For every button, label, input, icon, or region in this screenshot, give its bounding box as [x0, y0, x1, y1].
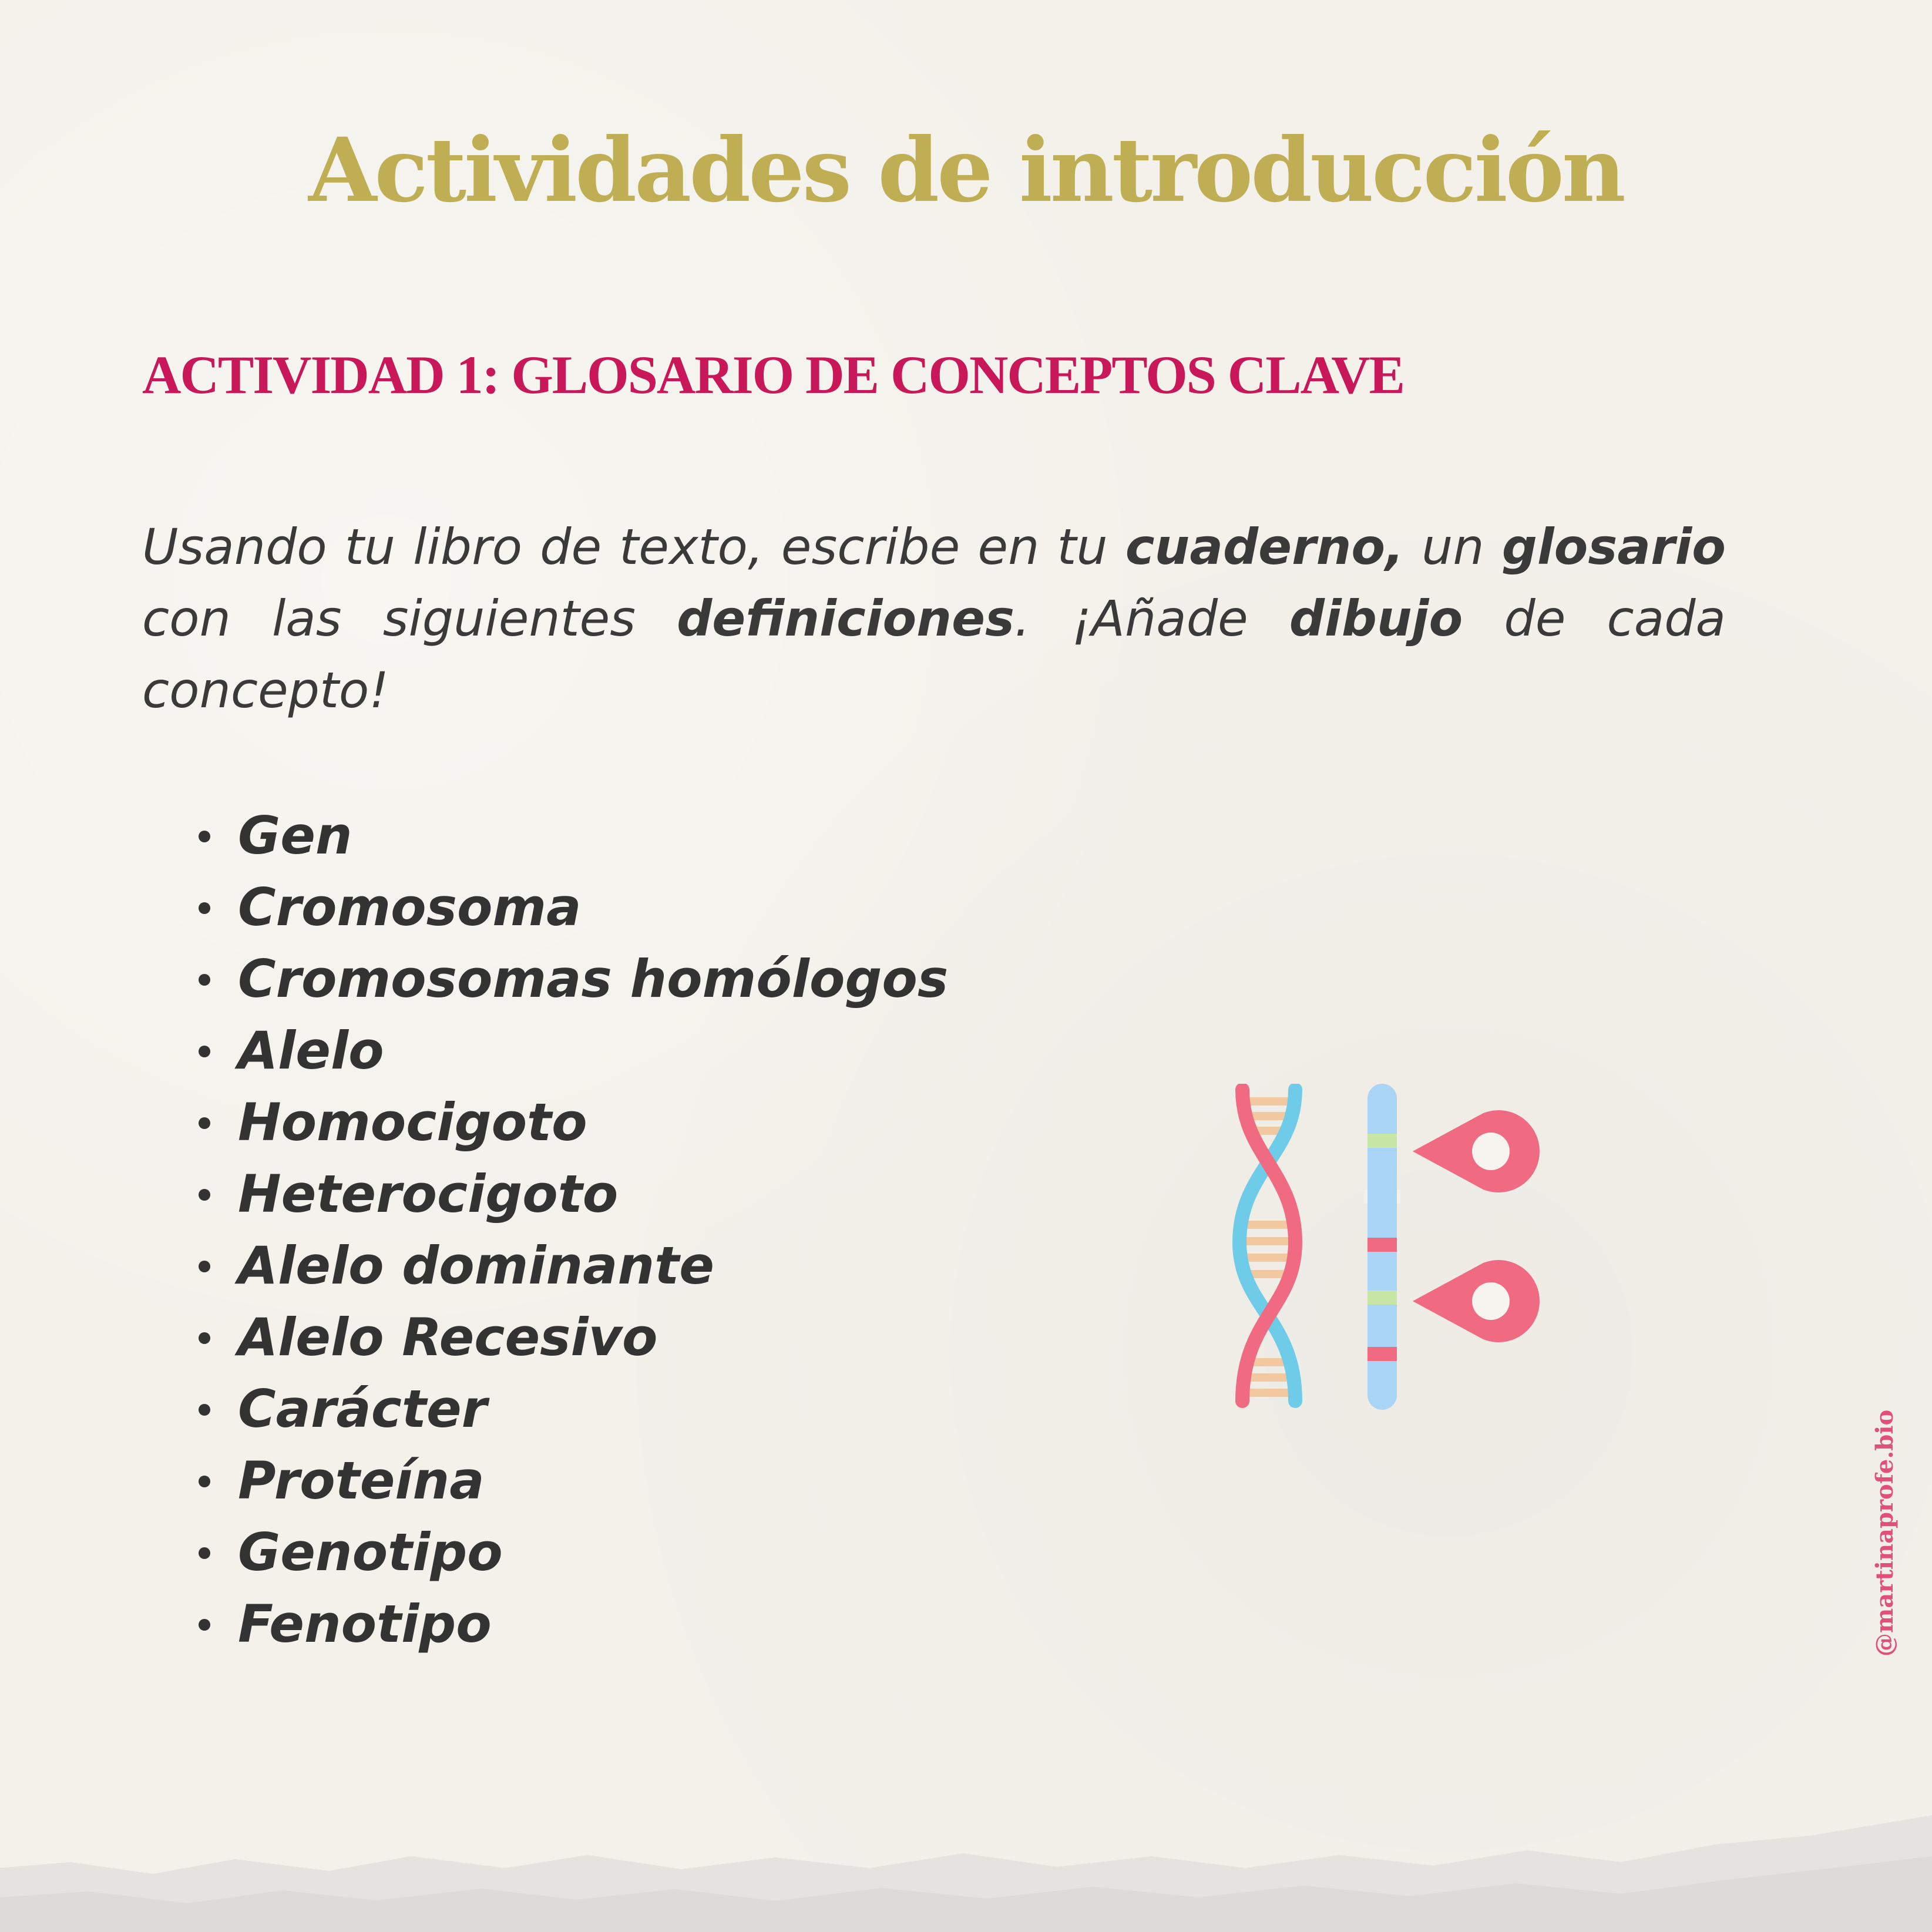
concept-label: Alelo Recesivo [238, 1307, 658, 1367]
instructions-text: con las siguientes [142, 590, 677, 647]
page-title: Actividades de introducción [308, 119, 1624, 222]
author-handle-text: @martinaprofe.bio [1871, 1409, 1899, 1657]
torn-paper-edge [0, 1780, 1932, 1932]
list-item [194, 1302, 948, 1373]
bullet-icon [199, 831, 210, 842]
dna-helix-icon [1239, 1090, 1295, 1401]
bullet-icon [199, 1261, 210, 1272]
bullet-icon [199, 1547, 210, 1559]
concept-label: Carácter [238, 1379, 488, 1439]
bullet-icon [199, 1117, 210, 1129]
bullet-icon [199, 1476, 210, 1487]
bullet-icon [199, 974, 210, 986]
instructions-text: de cada concepto! [142, 590, 1726, 719]
concept-label: Cromosoma [238, 877, 582, 938]
dna-chromosome-icon [1216, 1084, 1551, 1413]
instructions-text: un [1404, 518, 1502, 576]
instructions-emphasis: glosario [1501, 518, 1726, 576]
author-handle [1868, 1404, 1903, 1662]
list-item [194, 800, 948, 872]
chromosome-icon [1364, 1084, 1400, 1410]
concept-list [194, 800, 948, 1660]
bullet-icon [199, 1404, 210, 1416]
location-pin-icon [1413, 1110, 1540, 1192]
concept-label: Homocigoto [238, 1092, 587, 1153]
concept-label: Proteína [238, 1450, 485, 1511]
concept-label: Cromosomas homólogos [238, 949, 949, 1009]
bullet-icon [199, 1619, 210, 1631]
concept-label: Alelo dominante [238, 1235, 714, 1296]
location-pin-icon [1413, 1260, 1540, 1342]
list-item [194, 1015, 948, 1087]
list-item [194, 1588, 948, 1660]
bullet-icon [199, 1332, 210, 1344]
concept-label: Fenotipo [238, 1594, 492, 1654]
list-item [194, 1087, 948, 1158]
concept-label: Gen [238, 805, 352, 866]
activity-heading: ACTIVIDAD 1: GLOSARIO DE CONCEPTOS CLAVE [142, 345, 1404, 405]
bullet-icon [199, 902, 210, 914]
instructions-emphasis: cuaderno, [1125, 518, 1404, 576]
instructions-text: . ¡Añade [1014, 590, 1289, 647]
concept-label: Alelo [238, 1020, 384, 1081]
list-item [194, 943, 948, 1015]
bullet-icon [199, 1046, 210, 1057]
list-item [194, 1517, 948, 1588]
list-item [194, 1445, 948, 1517]
concept-label: Genotipo [238, 1522, 503, 1582]
list-item [194, 1373, 948, 1445]
concept-label: Heterocigoto [238, 1164, 619, 1224]
instructions-emphasis: dibujo [1289, 590, 1463, 647]
list-item [194, 1230, 948, 1302]
instructions-text: Usando tu libro de texto, escribe en tu [142, 518, 1125, 576]
list-item [194, 872, 948, 943]
instructions-paragraph [142, 511, 1726, 726]
instructions-emphasis: definiciones [677, 590, 1015, 647]
list-item [194, 1158, 948, 1230]
bullet-icon [199, 1189, 210, 1201]
